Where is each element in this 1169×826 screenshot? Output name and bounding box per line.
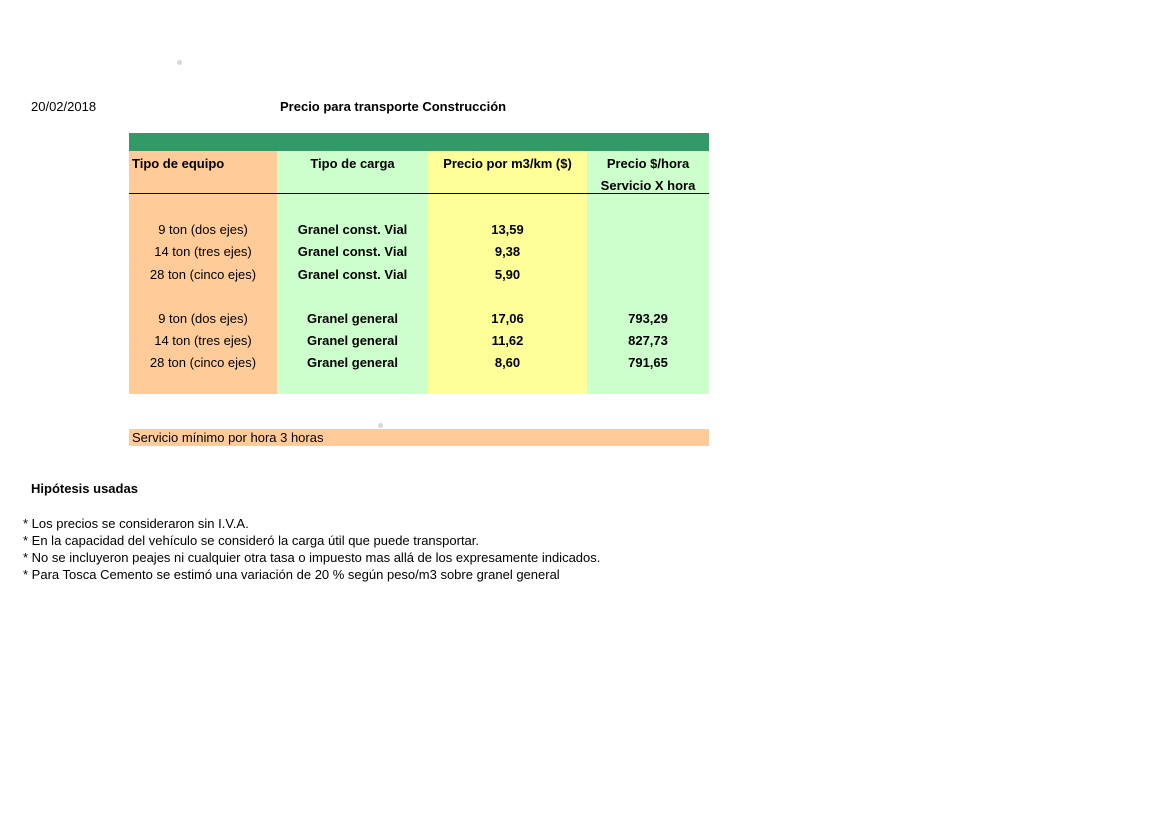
cell-precio-m3km: 11,62 [491,333,524,348]
hypotheses-list [23,515,600,583]
cell-equipo: 28 ton (cinco ejes) [149,355,257,370]
cell-equipo: 9 ton (dos ejes) [158,311,248,326]
col-header-servicio-hora: Servicio X hora [600,178,696,193]
cell-carga: Granel general [306,333,399,348]
cell-precio-hora [587,221,709,239]
hypothesis-item: * Para Tosca Cemento se estimó una variación de 20 % según peso/m3 sobre granel general [23,567,560,582]
cell-carga: Granel const. Vial [297,267,408,282]
cell-precio-hora: 791,65 [628,355,668,370]
minimum-service-bar [129,429,709,446]
header-divider [129,193,709,194]
cell-precio-m3km: 17,06 [491,311,524,326]
scan-speck [177,60,182,65]
cell-precio-hora [587,266,709,284]
col-header-carga: Tipo de carga [310,156,395,171]
cell-equipo: 14 ton (tres ejes) [154,244,252,259]
cell-carga: Granel general [306,355,399,370]
cell-carga: Granel const. Vial [297,222,408,237]
col-header-equipo: Tipo de equipo [132,156,225,171]
cell-precio-m3km: 8,60 [494,355,521,370]
hypothesis-item: * Los precios se consideraron sin I.V.A. [23,516,249,531]
hypothesis-item: * No se incluyeron peajes ni cualquier otra tasa o impuesto mas allá de los expresamente indicados. [23,550,601,565]
hypotheses-title: Hipótesis usadas [31,481,138,496]
cell-equipo: 14 ton (tres ejes) [154,333,252,348]
report-date: 20/02/2018 [31,99,97,114]
cell-equipo: 28 ton (cinco ejes) [149,267,257,282]
cell-precio-hora [587,243,709,261]
cell-carga: Granel const. Vial [297,244,408,259]
cell-precio-m3km: 9,38 [494,244,521,259]
cell-precio-m3km: 5,90 [494,267,521,282]
hypothesis-item: * En la capacidad del vehículo se consideró la carga útil que puede transportar. [23,533,480,548]
cell-precio-m3km: 13,59 [491,222,524,237]
minimum-service-text: Servicio mínimo por hora 3 horas [132,430,324,445]
cell-precio-hora: 793,29 [628,311,668,326]
scan-speck [378,423,383,428]
cell-equipo: 9 ton (dos ejes) [158,222,248,237]
col-header-precio-m3km: Precio por m3/km ($) [443,156,572,171]
page-title: Precio para transporte Construcción [280,99,507,114]
col-header-precio-hora: Precio $/hora [606,156,690,171]
cell-carga: Granel general [306,311,399,326]
cell-precio-hora: 827,73 [628,333,668,348]
table-header-bar [129,133,709,151]
